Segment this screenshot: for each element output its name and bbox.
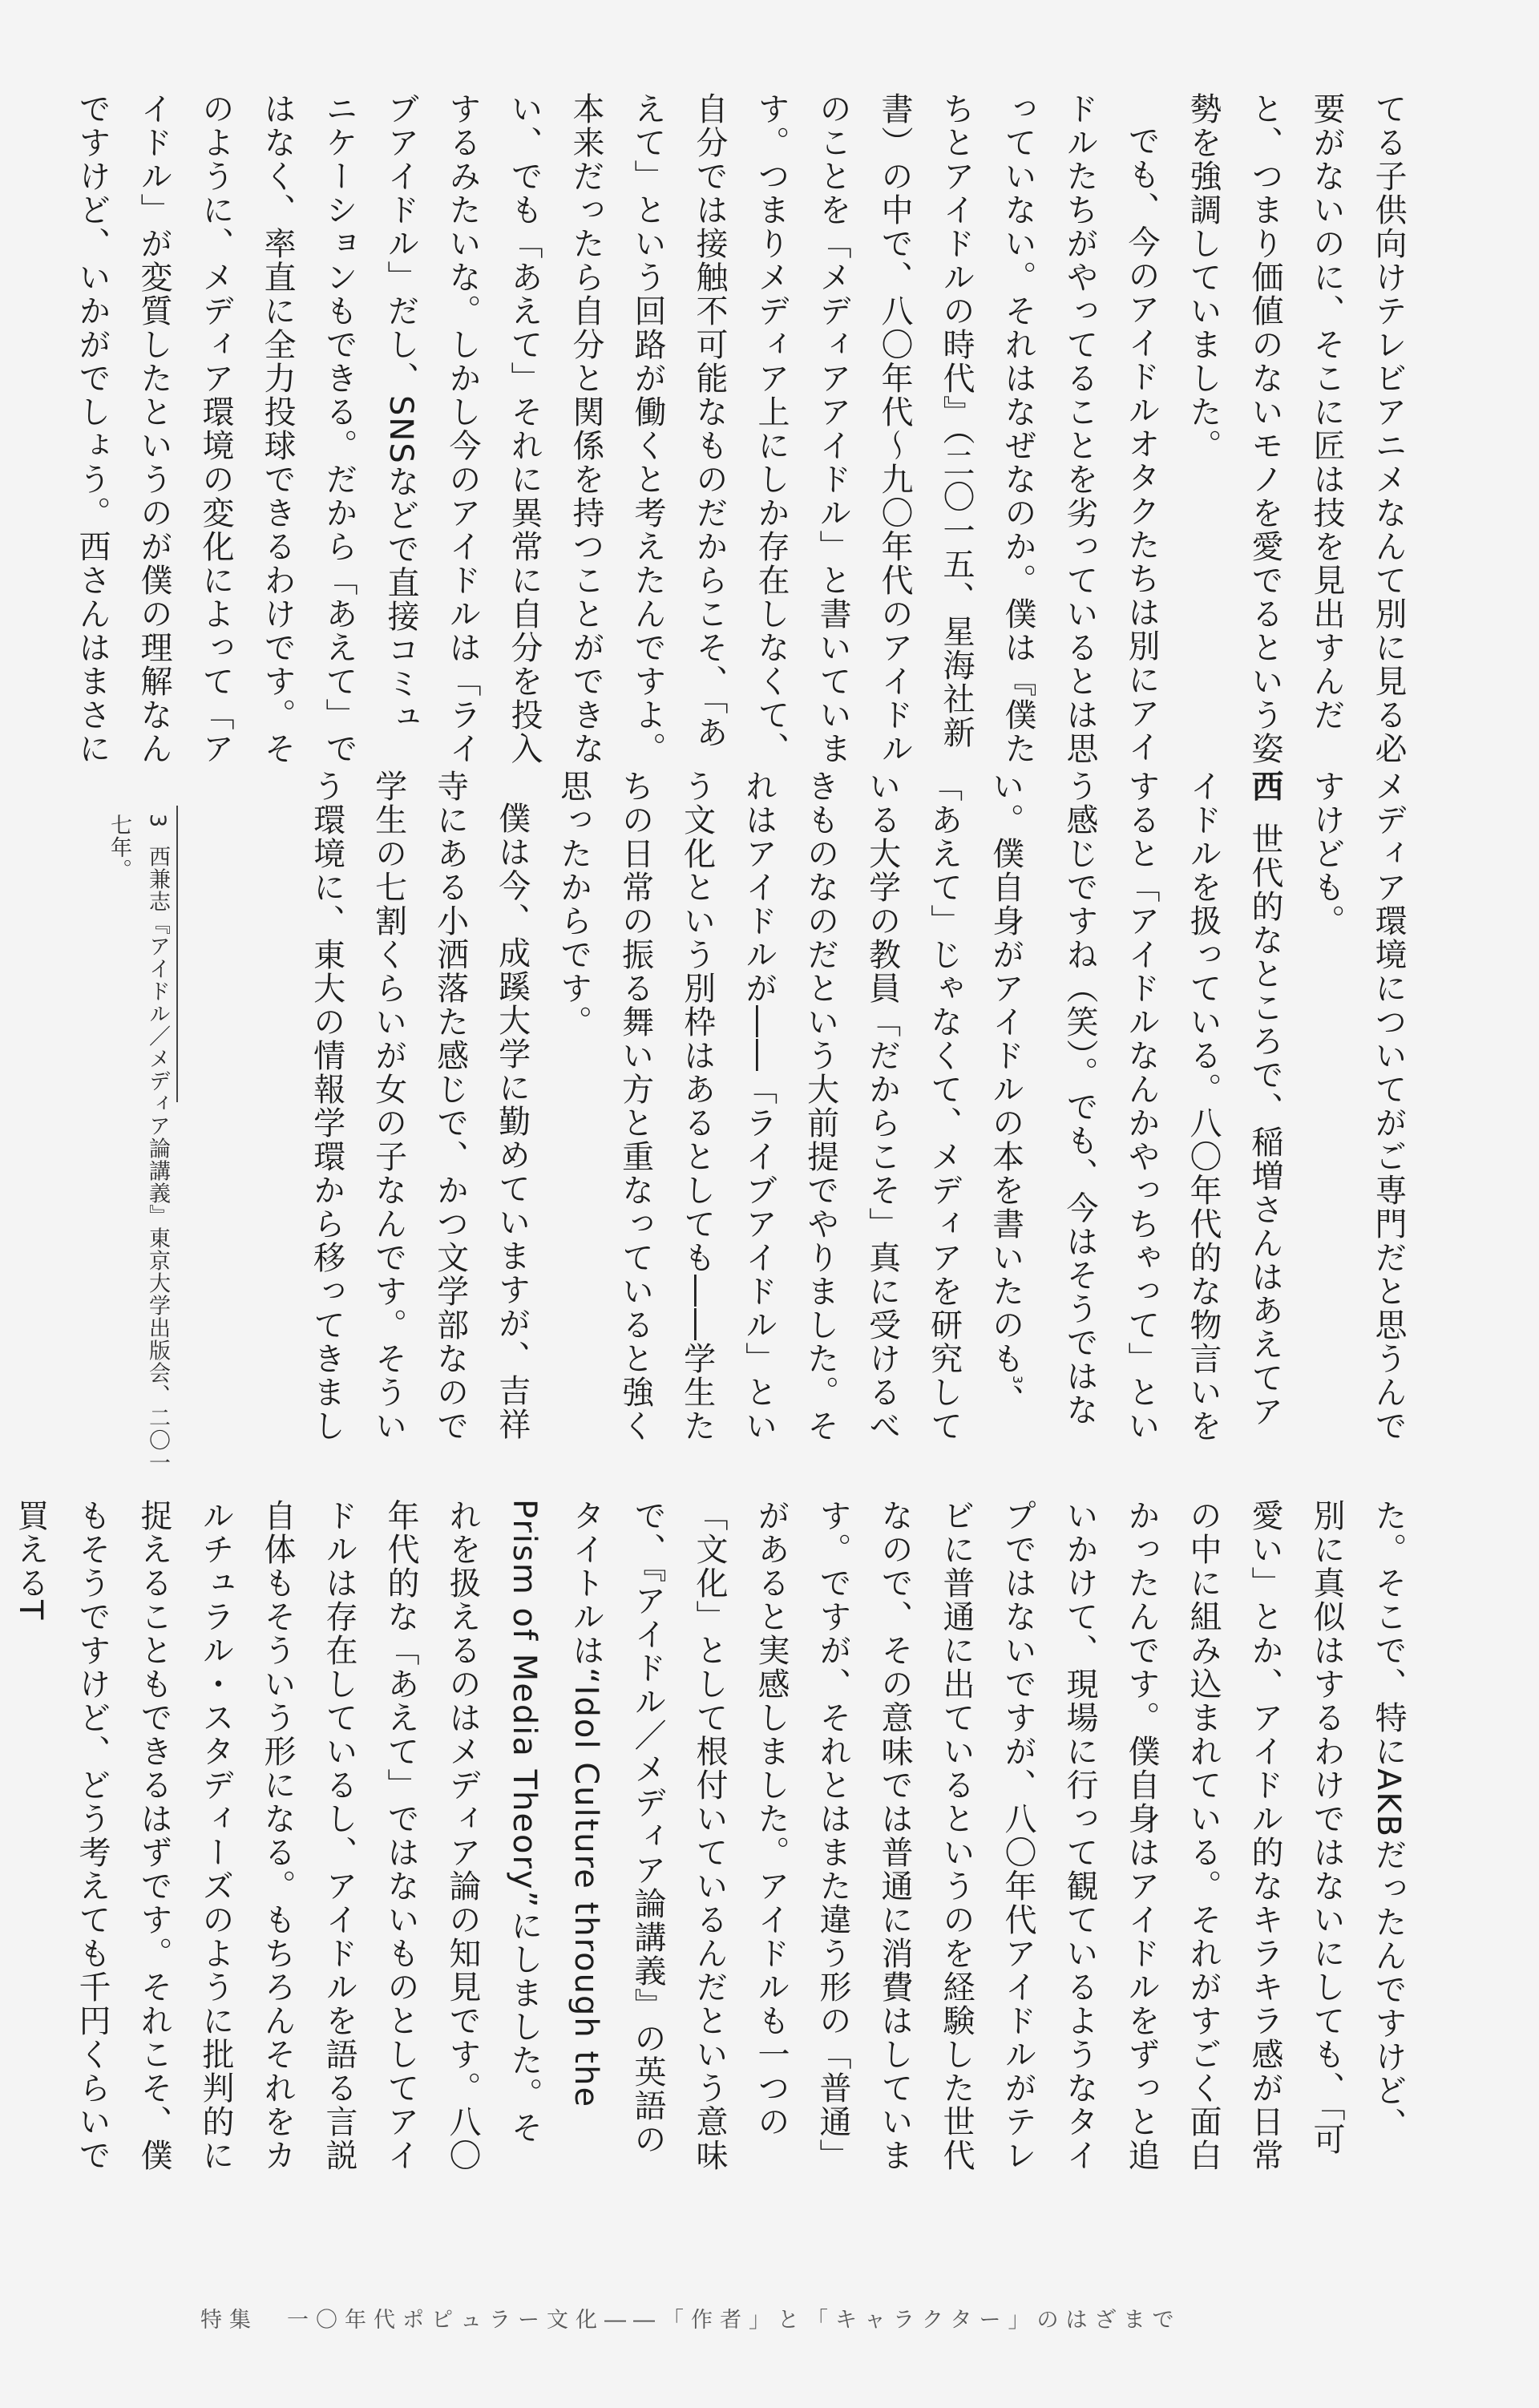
paragraph: てる子供向けテレビアニメなんて別に見る必要がないのに、そこに匠は技を見出すんだと、つまり価値のないモノを愛でるという姿勢を強調していました。 xyxy=(1185,92,1407,766)
footnote-number: 3 xyxy=(145,814,170,829)
footnote-divider xyxy=(176,806,178,1102)
footnote xyxy=(99,814,176,1487)
paragraph: た。そこで、特にAKBだったんですけど、別に真似はするわけではないにしても、「可愛い」とか、アイドル的なキラキラ感が日常の中に組み込まれている。それがすごく面白かったんです。僕自身はアイドルをずっと追いかけて、現場に行って観ているようなタイプではないですが、八〇年代アイドルがテレビに普通に出ているというのを経験した世代なので、その意味では普通に消費はしています。ですが、それとはまた違う形の「普通」があると実感しました。アイドルも一つの「文化」として根付いているんだという意味で、『アイドル／メディア論講義』の英語のタイトルは“Idol Culture through the Prism of Media Theory”にしました。それを扱えるのはメディア論の知見です。八〇年代的な「あえて」ではないものとしてアイドルは存在しているし、アイドルを語る言説自体もそういう形になる。もちろんそれをカルチュラル・スタディーズのように批判的に捉えることもできるはずです。それこそ、僕もそうですけど、どう考えても千円くらいで買えるT xyxy=(12,1499,1407,2172)
speech-text: 、「あえて」じゃなくて、メディアを研究している大学の教員「だからこそ」真に受けるべきものなのだという大前提でやりました。それはアイドルが――「ライブアイドル」という文化という別枠はあるとしても――学生たちの日常の振る舞い方と重なっていると強く思ったからです。 xyxy=(555,770,1024,1443)
speaker-label: 西 xyxy=(1246,770,1283,803)
body-text-top xyxy=(61,92,1419,766)
paragraph: でも、今のアイドルオタクたちは別にアイドルたちがやってることを劣っているとは思っていない。それはなぜなのか。僕は『僕たちとアイドルの時代』（二〇一五、星海社新書）の中で、八〇年代～九〇年代のアイドルのことを「メディアアイドル」と書いています。つまりメディア上にしか存在しなくて、自分では接触不可能なものだからこそ、「あえて」という回路が働くと考えたんですよ。本来だったら自分と関係を持つことができない、でも「あえて」それに異常に自分を投入するみたいな。しかし今のアイドルは「ライブアイドル」だし、SNSなどで直接コミュニケーションもできる。だから「あえて」ではなく、率直に全力投球できるわけです。そのように、メディア環境の変化によって「アイドル」が変質したというのが僕の理解なんですけど、いかがでしょう。西さんはまさに xyxy=(74,92,1160,766)
paragraph: メディア環境についてがご専門だと思うんですけども。 xyxy=(1308,770,1407,1443)
running-footer: 特集 一〇年代ポピュラー文化――「作者」と「キャラクター」のはざまで xyxy=(200,2308,1182,2333)
footnote-text: 西兼志『アイドル／メディア論講義』東京大学出版会、二〇一七年。 xyxy=(107,814,170,1474)
body-text-middle xyxy=(296,770,1419,1443)
body-text-bottom xyxy=(0,1499,1419,2172)
speech-text: 世代的なところで、稲増さんはあえてアイドルを扱っている。八〇年代的な物言いをすると「アイドルなんかやっちゃって」という感じですね（笑）。でも、今はそうではない。僕自身がアイドルの本を書いたのも xyxy=(987,770,1283,1443)
paragraph: 僕は今、成蹊大学に勤めていますが、吉祥寺にある小洒落た感じで、かつ文学部なので学生の七割くらいが女の子なんです。そういう環境に、東大の情報学環から移ってきまし xyxy=(308,770,531,1443)
speaker-paragraph xyxy=(543,770,1295,1443)
footnote-reference: 3 xyxy=(1010,1376,1025,1384)
